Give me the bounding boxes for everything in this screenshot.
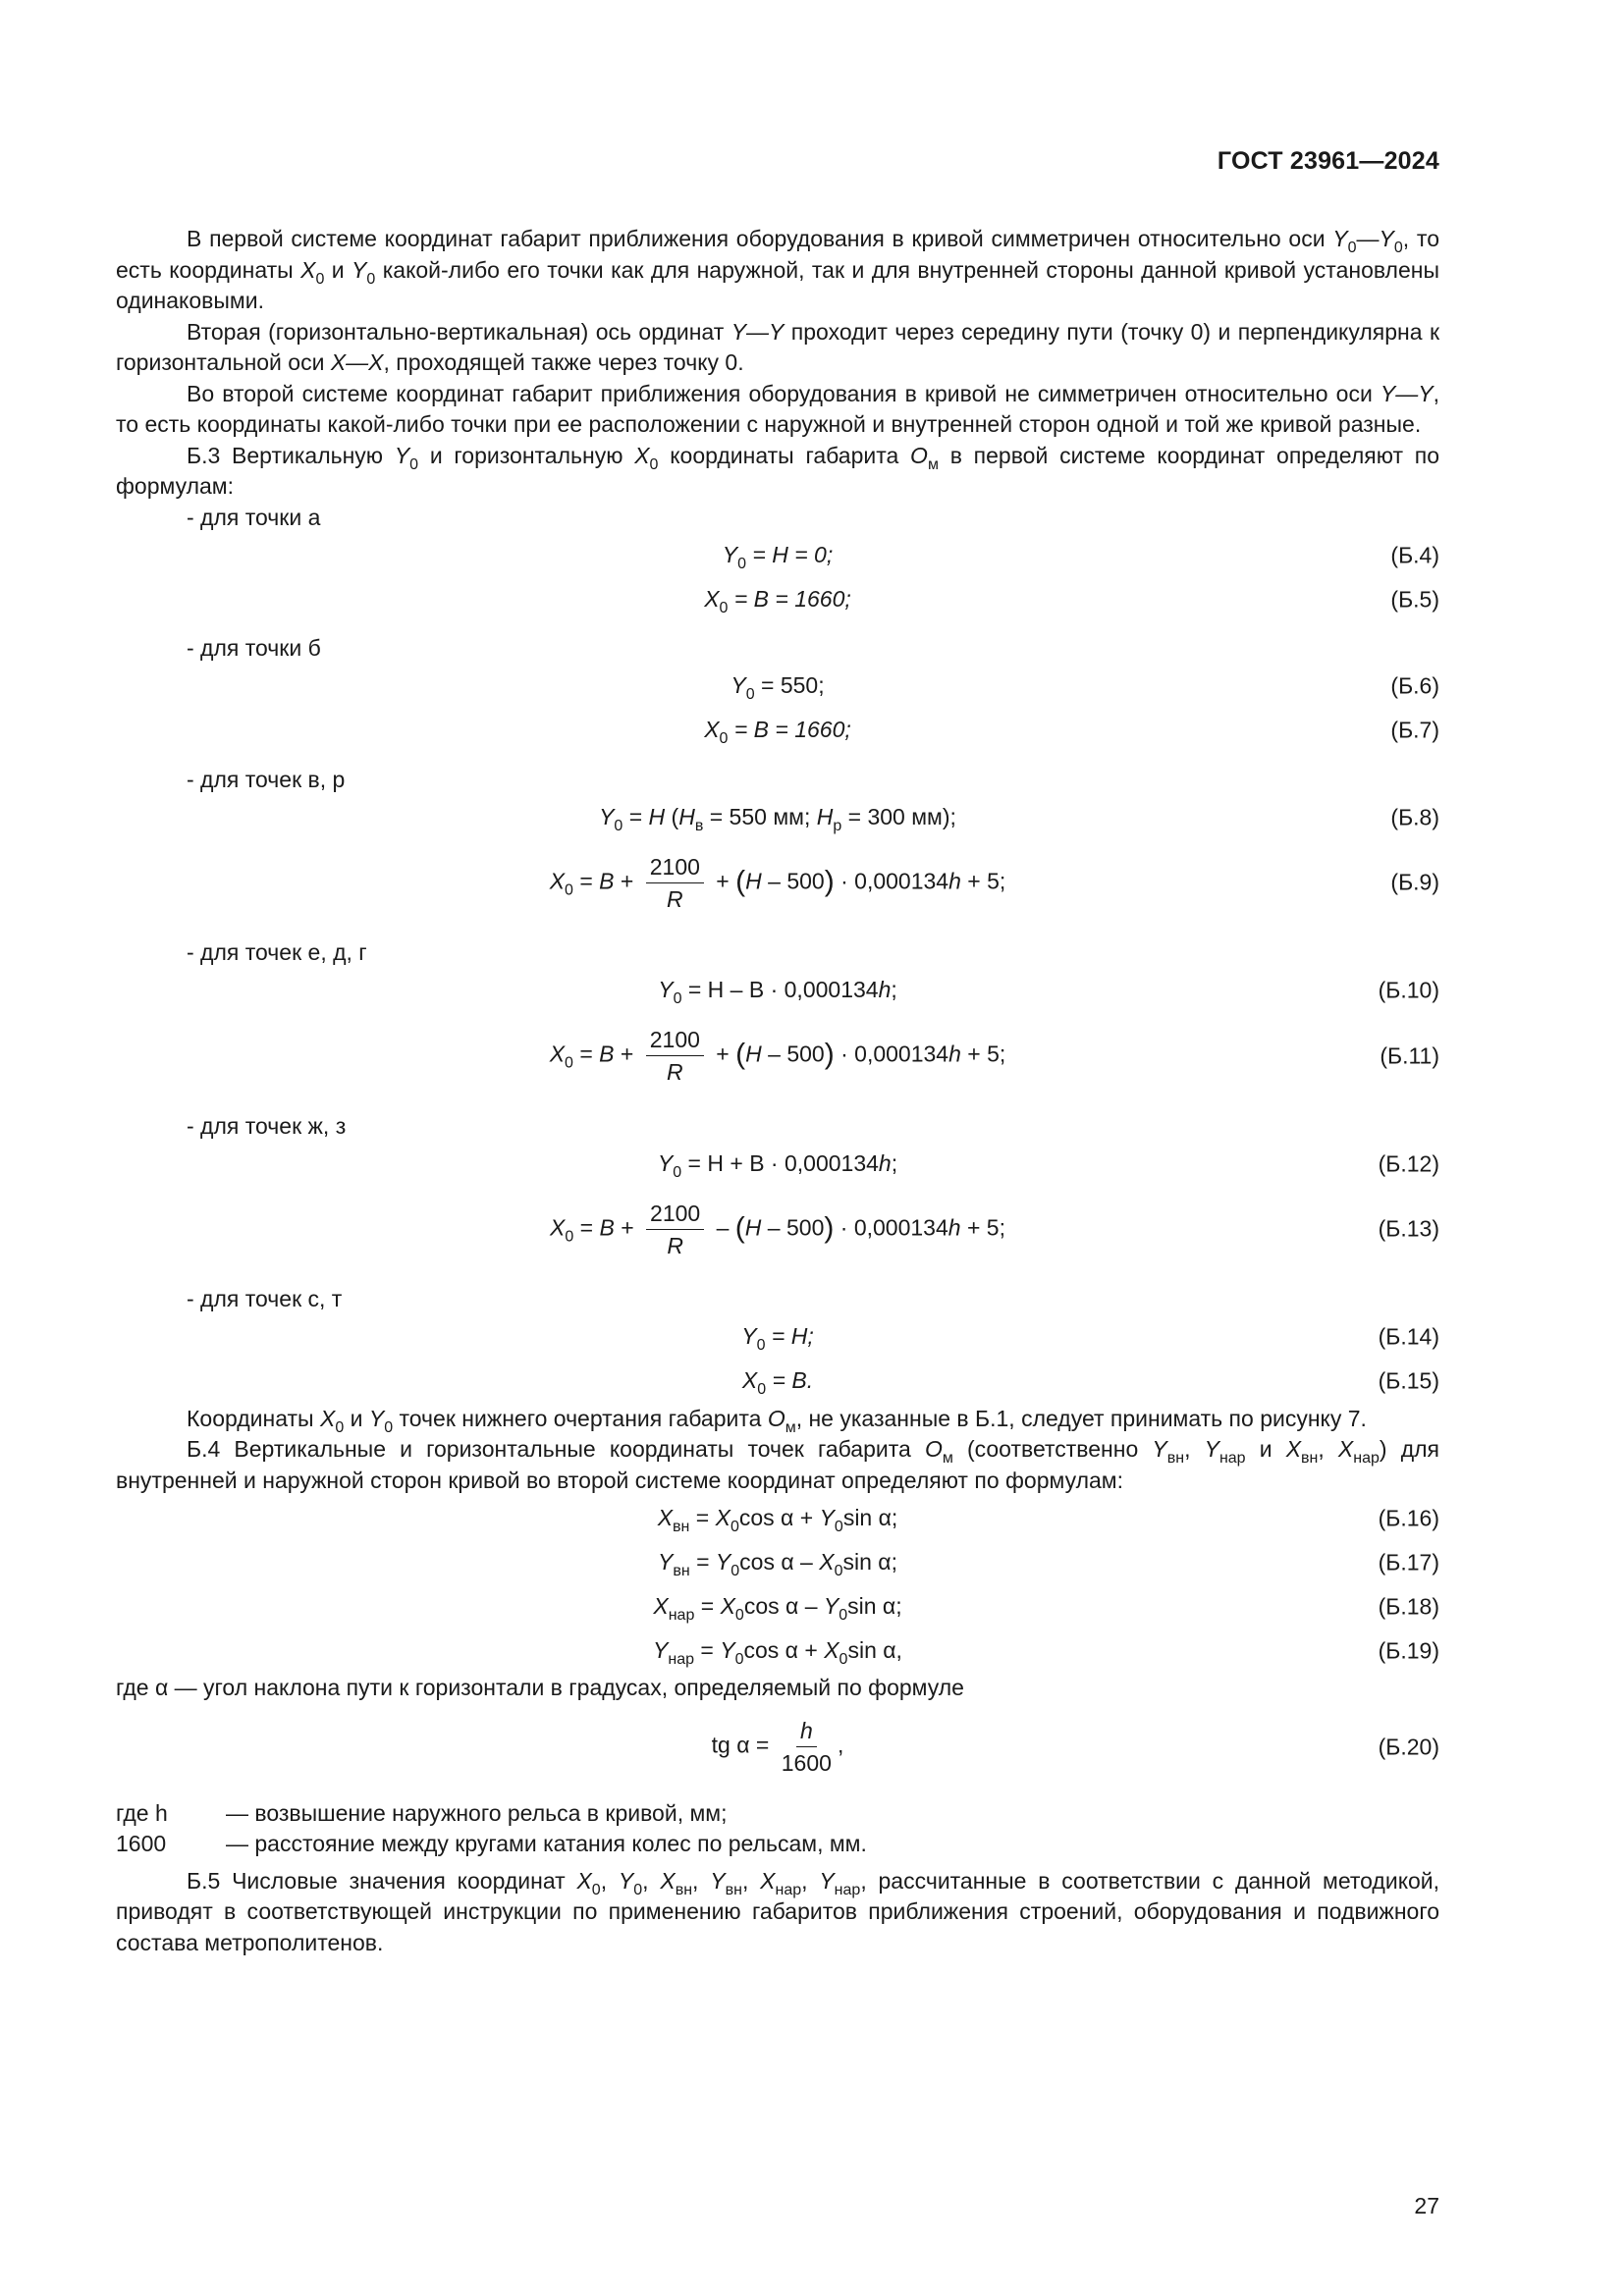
equation-b16: $X_{вн} = X_0\cos$ $\alpha + Y_0\sin$ α; (Б.16) bbox=[657, 1504, 1439, 1535]
equation-number: (Б.8) bbox=[1390, 803, 1439, 829]
equation-b15: $X_0 = B$. (Б.15) bbox=[741, 1367, 1439, 1399]
equation-b14: $Y_0 = H$; (Б.14) bbox=[741, 1323, 1439, 1355]
equation-b13: $X_0 = B$ + $\frac{2100}{R}$ – (H – 500) · 0,000134h + 5; (Б.13) bbox=[550, 1200, 1439, 1258]
equation-b8: $Y_0 = H$ ($H_в = 550$ мм; $H_р = 300$ мм); (Б.8) bbox=[599, 803, 1439, 834]
equation-number: (Б.14) bbox=[1378, 1323, 1439, 1350]
equation-number: (Б.13) bbox=[1378, 1215, 1439, 1242]
equation-number: (Б.5) bbox=[1390, 585, 1439, 612]
equation-number: (Б.16) bbox=[1378, 1504, 1439, 1530]
equation-b9: $X_0 = B$ + $\frac{2100}{R}$ + (H – 500) · 0,000134h + 5; (Б.9) bbox=[549, 853, 1439, 912]
case-label-points-s-t: - для точек с, т bbox=[187, 1286, 343, 1311]
legend-key: 1600 bbox=[116, 1831, 167, 1856]
equation-b7: $X_0 = B = 1660$; (Б.7) bbox=[704, 717, 1439, 748]
paragraph-b5: Б.5 Числовые значения координат $X_0$, $Y_0$, $X_{вн}$, $Y_{вн}$, $X_{нар}$, $Y_{нар}$, рассчитанные в соответствии с данной методикой, приводят в соответствующей инструкции по применению габаритов приближения строений, оборудования и подвижного состава метрополитенов. bbox=[116, 1867, 1440, 1955]
paragraph-alpha-definition: где α — угол наклона пути к горизонтали в градусах, определяемый по формуле bbox=[116, 1675, 964, 1700]
legend-description: — расстояние между кругами катания колес по рельсам, мм. bbox=[226, 1831, 867, 1856]
equation-number: (Б.12) bbox=[1378, 1149, 1439, 1176]
equation-number: (Б.7) bbox=[1390, 717, 1439, 743]
equation-number: (Б.19) bbox=[1378, 1636, 1439, 1663]
equation-b5: $X_0 = B = 1660$; (Б.5) bbox=[704, 585, 1439, 616]
variable-legend bbox=[116, 1798, 1439, 1860]
equation-b6: $Y_0 = 550$; (Б.6) bbox=[731, 672, 1439, 704]
equation-number: (Б.15) bbox=[1378, 1367, 1439, 1394]
case-label-points-e-d-g: - для точек е, д, г bbox=[187, 939, 367, 965]
equation-number: (Б.9) bbox=[1390, 869, 1439, 895]
paragraph-second-coordinate-system: Во второй системе координат габарит приближения оборудования в кривой не симметричен относительно оси Y—Y, то есть координаты какой-либо точки при ее расположении с наружной и внутренней сторон одной и той же кривой разные. bbox=[116, 380, 1439, 437]
paragraph-first-coordinate-system: В первой системе координат габарит приближения оборудования в кривой симметричен относительно оси $Y_0—Y_0$, то есть координаты $X_0$ и $Y_0$ какой-либо его точки как для наружной, так и для внутренней стороны данной кривой установлены одинаковыми. bbox=[116, 226, 1439, 313]
equation-b19: $Y_{нар} = Y_0\cos$ $\alpha + X_0\sin$ α, (Б.19) bbox=[653, 1636, 1439, 1668]
equation-b11: $X_0 = B$ + $\frac{2100}{R}$ + (H – 500) · 0,000134h + 5; (Б.11) bbox=[549, 1027, 1439, 1085]
document-id-header: ГОСТ 23961—2024 bbox=[1217, 147, 1439, 175]
equation-number: (Б.6) bbox=[1390, 672, 1439, 699]
equation-number: (Б.4) bbox=[1390, 541, 1439, 567]
equation-b10: $Y_0 = H - B \cdot 0,000134h$; (Б.10) bbox=[658, 977, 1439, 1008]
case-label-point-b: - для точки б bbox=[187, 635, 321, 661]
legend-description: — возвышение наружного рельса в кривой, мм; bbox=[226, 1799, 728, 1826]
equation-number: (Б.10) bbox=[1378, 977, 1439, 1003]
equation-b12: $Y_0 = H + B \cdot 0,000134h$; (Б.12) bbox=[657, 1149, 1439, 1181]
page-number: 27 bbox=[1414, 2193, 1439, 2218]
equation-b4: $Y_0 = H = 0$; (Б.4) bbox=[722, 541, 1439, 572]
equation-number: (Б.17) bbox=[1378, 1548, 1439, 1575]
legend-key: где h bbox=[116, 1799, 168, 1826]
case-label-point-a: - для точки а bbox=[187, 504, 321, 530]
paragraph-second-axis: Вторая (горизонтально-вертикальная) ось ординат Y—Y проходит через середину пути (точку 0) и перпендикулярна к горизонтальной оси X—X, проходящей также через точку 0. bbox=[116, 318, 1440, 375]
equation-number: (Б.18) bbox=[1378, 1592, 1439, 1619]
equation-b20: tg α = $\frac{h}{1600}$ , (Б.20) bbox=[711, 1718, 1439, 1776]
equation-b18: $X_{нар} = X_0\cos$ α – $Y_0\sin$ α; (Б.18) bbox=[653, 1592, 1439, 1624]
paragraph-b4: Б.4 Вертикальные и горизонтальные координаты точек габарита $O_м$ (соответственно $Y_{вн}$, $Y_{нар}$ и $X_{вн}$, $X_{нар}$) для внутренней и наружной сторон кривой во второй системе координат определяют по формулам: bbox=[116, 1436, 1439, 1493]
paragraph-b3: Б.3 Вертикальную $Y_0$ и горизонтальную $X_0$ координаты габарита $O_м$ в первой системе координат определяют по формулам: bbox=[116, 442, 1439, 499]
equation-number: (Б.20) bbox=[1378, 1733, 1439, 1759]
equation-b17: $Y_{вн} = Y_0\cos$ α – $X_0\sin$ α; (Б.17) bbox=[658, 1548, 1439, 1579]
document-body bbox=[116, 224, 1439, 1958]
paragraph-lower-outline: Координаты $X_0$ и $Y_0$ точек нижнего очертания габарита $O_м$, не указанные в Б.1, следует принимать по рисунку 7. bbox=[187, 1405, 1367, 1436]
case-label-points-zh-z: - для точек ж, з bbox=[187, 1112, 347, 1139]
case-label-points-v-r: - для точек в, р bbox=[187, 766, 346, 792]
equation-number: (Б.11) bbox=[1380, 1041, 1439, 1068]
